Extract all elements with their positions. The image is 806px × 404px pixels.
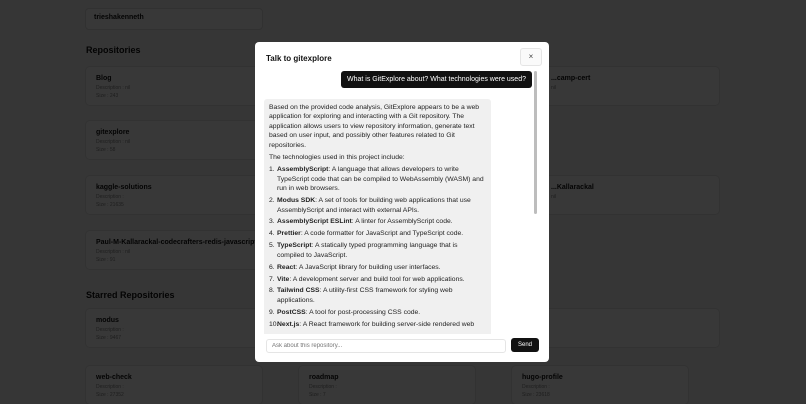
list-item: 2. Modus SDK: A set of tools for building web applications that use AssemblyScript and interact with external APIs. (269, 197, 471, 214)
list-item: 8. Tailwind CSS: A utility-first CSS framework for styling web applications. (269, 287, 453, 304)
list-item: 9. PostCSS: A tool for post-processing CSS code. (269, 308, 421, 316)
assistant-list-intro: The technologies used in this project include: (269, 154, 405, 162)
assistant-intro: Based on the provided code analysis, GitExplore appears to be a web application for exploring and interacting with a Git repository. The application allows users to view repository information, generate text based on user input, and possibly other features related to Git repositories. (269, 104, 480, 149)
chat-modal (255, 42, 549, 362)
list-item: 6. React: A JavaScript library for building user interfaces. (269, 263, 441, 271)
technology-list (269, 165, 486, 329)
user-message: What is GitExplore about? What technologies were used? (341, 71, 532, 88)
close-button[interactable]: × (520, 48, 542, 66)
list-item: 4. Prettier: A code formatter for JavaScript and TypeScript code. (269, 230, 464, 238)
list-item: 10. Next.js: A React framework for building server-side rendered web (269, 320, 475, 328)
send-button[interactable]: Send (511, 338, 539, 352)
assistant-message (264, 99, 491, 334)
chat-messages[interactable] (264, 70, 538, 334)
list-item: 1. AssemblyScript: A language that allows developers to write TypeScript code that can be compiled to WebAssembly (WASM) and run in web browsers. (269, 166, 484, 193)
list-item: 5. TypeScript: A statically typed programming language that is compiled to JavaScript. (269, 242, 458, 259)
ask-input[interactable] (266, 339, 506, 353)
list-item: 7. Vite: A development server and build tool for web applications. (269, 275, 465, 283)
modal-title: Talk to gitexplore (266, 54, 332, 63)
chat-scrollbar[interactable] (534, 71, 537, 214)
list-item: 3. AssemblyScript ESLint: A linter for AssemblyScript code. (269, 218, 453, 226)
